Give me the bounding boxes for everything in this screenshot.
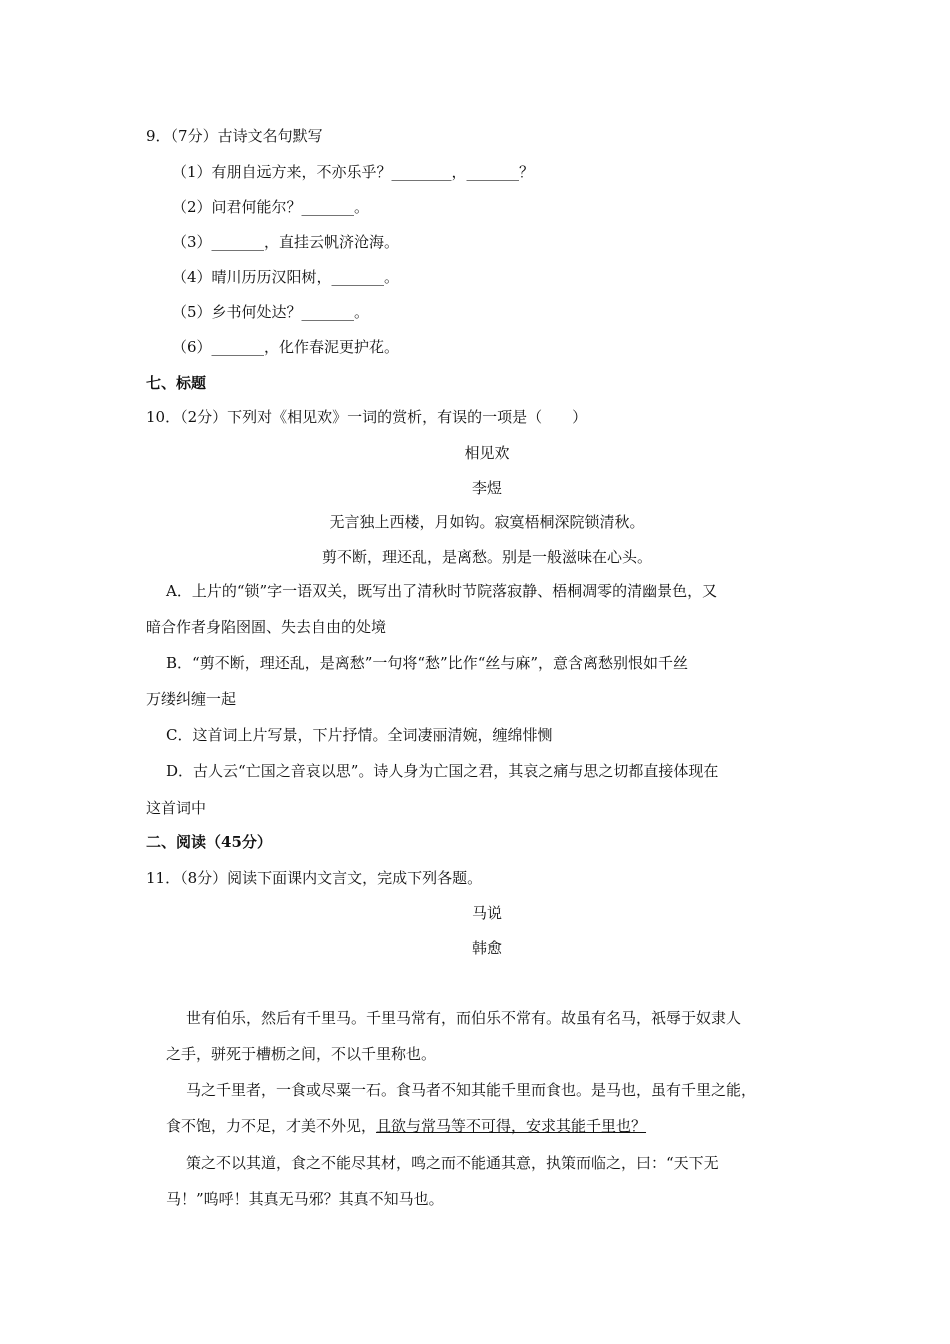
poem-line-2: 剪不断，理还乱，是离愁。别是一般滋味在心头。 (321, 548, 652, 566)
q9-item-3: （3）_______，直挂云帆济沧海。 (172, 233, 400, 251)
paragraph-1-line-2: 之手，骈死于槽枥之间，不以千里称也。 (166, 1045, 437, 1063)
option-a-line-1: A．上片的“锁”字一语双关，既写出了清秋时节院落寂静、梧桐凋零的清幽景色，又 (166, 582, 718, 600)
text-author: 韩愈 (471, 939, 502, 957)
q9-item-4: （4）晴川历历汉阳树，_______。 (172, 268, 400, 286)
poem-line-1: 无言独上西楼，月如钩。寂寞梧桐深院锁清秋。 (329, 513, 645, 531)
paragraph-3-line-1: 策之不以其道，食之不能尽其材，鸣之而不能通其意，执策而临之，曰：“天下无 (186, 1154, 719, 1172)
q9-item-6: （6）_______，化作春泥更护花。 (172, 338, 400, 356)
option-b-line-1: B．“剪不断，理还乱，是离愁”一句将“愁”比作“丝与麻”，意含离愁别恨如千丝 (166, 654, 689, 672)
section-7-heading: 七、标题 (146, 374, 207, 392)
q9-item-5: （5）乡书何处达？_______。 (172, 303, 370, 321)
q9-item-1: （1）有朋自远方来，不亦乐乎？________，_______？ (172, 163, 535, 181)
q9-title: 9．（7分）古诗文名句默写 (146, 127, 323, 145)
option-c-line-1: C．这首词上片写景，下片抒情。全词凄丽清婉，缠绵悱恻 (166, 726, 553, 744)
paragraph-3-line-2: 马！”呜呼！其真无马邪？其真不知马也。 (166, 1190, 444, 1208)
paragraph-2-line-2 (166, 1116, 646, 1136)
text-title: 马说 (471, 904, 502, 922)
paragraph-2-line-1: 马之千里者，一食或尽粟一石。食马者不知其能千里而食也。是马也，虽有千里之能， (186, 1081, 757, 1099)
q11-title: 11．（8分）阅读下面课内文言文，完成下列各题。 (146, 869, 483, 887)
option-d-line-1: D．古人云“亡国之音哀以思”。诗人身为亡国之君，其哀之痛与思之切都直接体现在 (166, 762, 719, 780)
section-2-heading: 二、阅读（45分） (146, 833, 272, 851)
q10-title: 10．（2分）下列对《相见欢》一词的赏析，有误的一项是（ ） (146, 408, 588, 426)
paragraph-2-plain-text: 食不饱，力不足，才美不外见， (166, 1117, 377, 1135)
underlined-sentence: 且欲与常马等不可得，安求其能千里也？ (376, 1117, 647, 1135)
option-d-line-2: 这首词中 (146, 799, 207, 817)
poem-title: 相见欢 (464, 444, 510, 462)
poem-author: 李煜 (471, 479, 502, 497)
paragraph-1-line-1: 世有伯乐，然后有千里马。千里马常有，而伯乐不常有。故虽有名马，祇辱于奴隶人 (186, 1009, 742, 1027)
option-a-line-2: 暗合作者身陷囹圄、失去自由的处境 (146, 618, 387, 636)
option-b-line-2: 万缕纠缠一起 (146, 690, 237, 708)
q9-item-2: （2）问君何能尔？_______。 (172, 198, 370, 216)
